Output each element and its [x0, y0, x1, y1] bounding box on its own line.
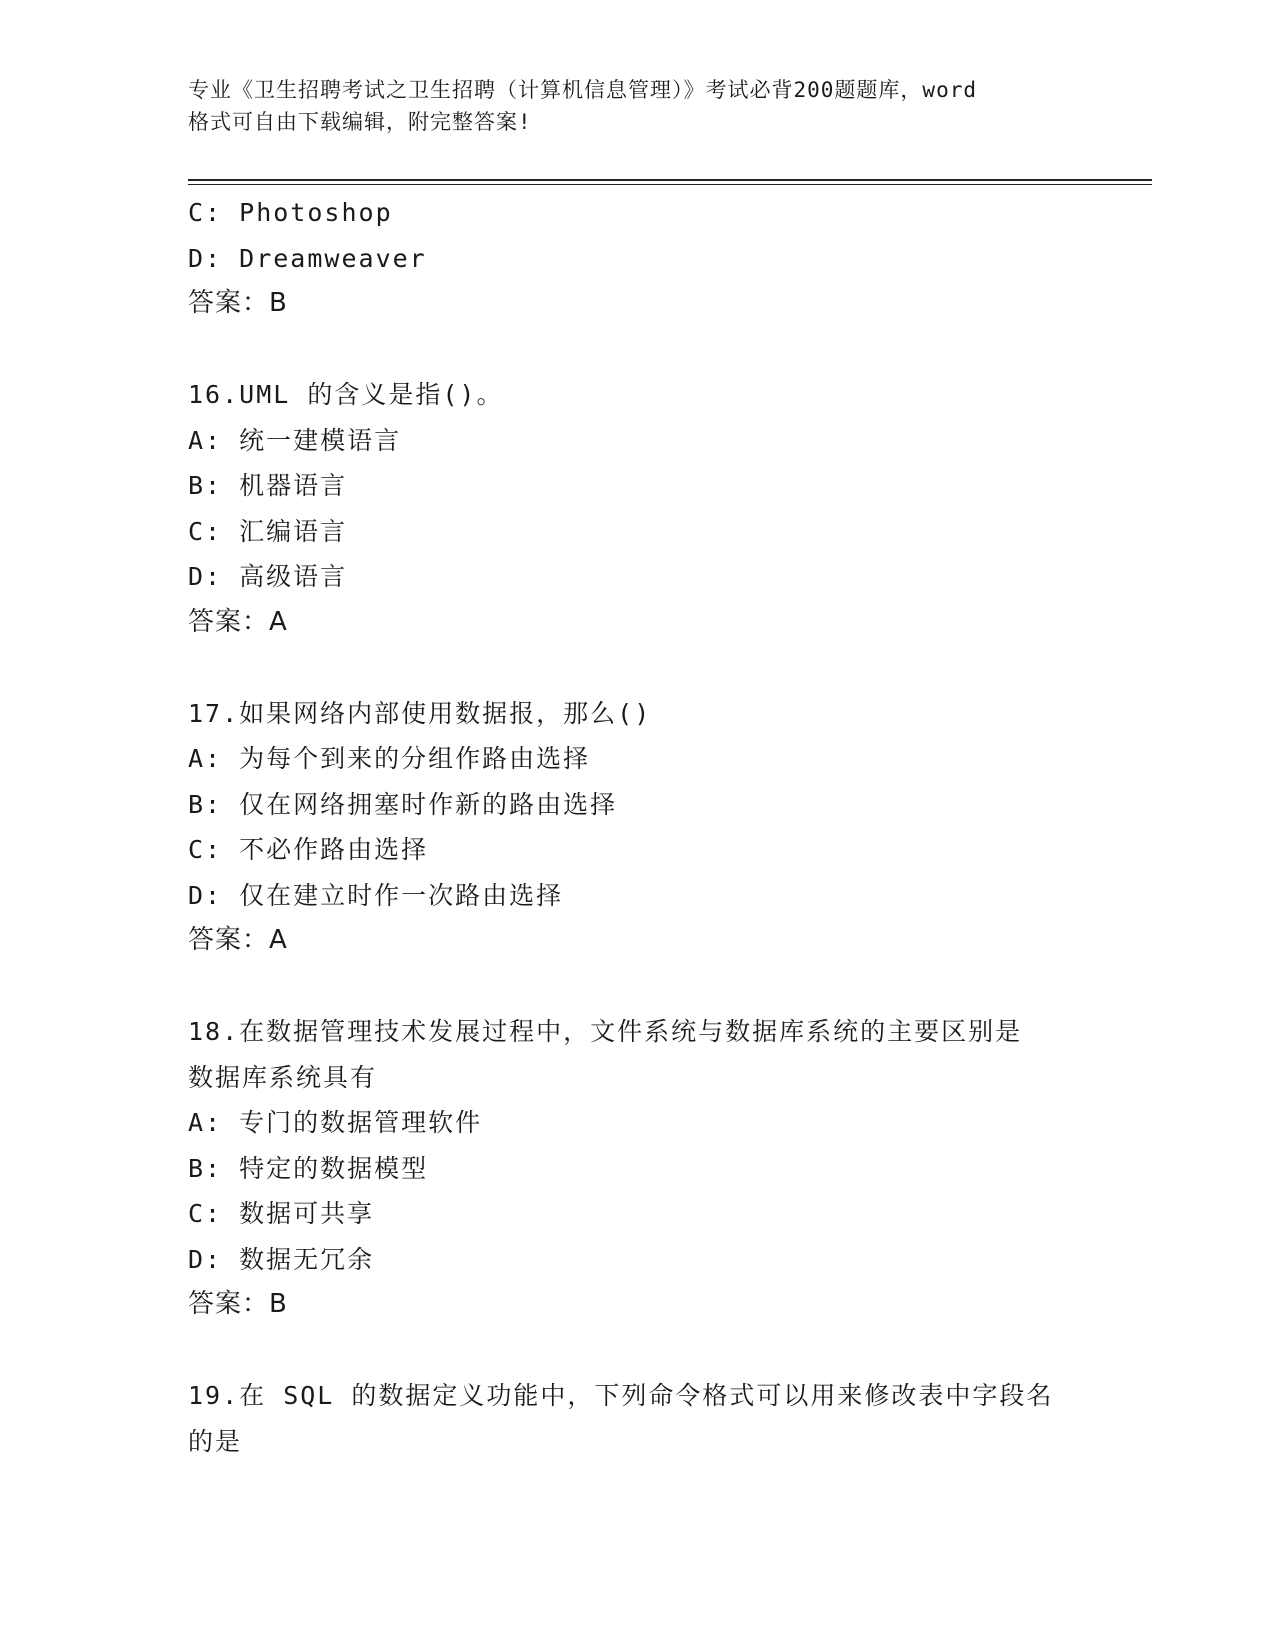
question-stem: 17.如果网络内部使用数据报，那么() [188, 698, 652, 728]
question-18 [188, 1009, 1078, 1328]
question-stem-line-2: 的是 [188, 1426, 243, 1456]
header-title-line-2: 格式可自由下载编辑，附完整答案! [188, 110, 532, 134]
option-d: D: 数据无冗余 [188, 1244, 375, 1274]
question-stem-line-2: 数据库系统具有 [188, 1062, 378, 1092]
header-divider-thick [188, 179, 1152, 181]
question-19 [188, 1373, 1078, 1464]
option-b: B: 机器语言 [188, 471, 348, 500]
option-c: C: Photoshop [188, 198, 393, 227]
option-c: C: 汇编语言 [188, 516, 348, 546]
spacer [188, 964, 1078, 1010]
option-c: C: 数据可共享 [188, 1199, 375, 1228]
spacer [188, 327, 1078, 373]
question-15-tail [188, 190, 1078, 327]
answer-line: 答案：A [188, 925, 288, 955]
question-16 [188, 372, 1078, 645]
question-stem-line-1: 19.在 SQL 的数据定义功能中，下列命令格式可以用来修改表中字段名 [188, 1381, 1054, 1410]
answer-line: 答案：B [188, 1289, 288, 1319]
question-list [188, 190, 1078, 1464]
option-a: A: 为每个到来的分组作路由选择 [188, 744, 591, 773]
header-title-line-1: 专业《卫生招聘考试之卫生招聘（计算机信息管理）》考试必背200题题库，word [188, 78, 977, 102]
question-stem-line-1: 18.在数据管理技术发展过程中，文件系统与数据库系统的主要区别是 [188, 1017, 1023, 1046]
page-header [188, 74, 1088, 138]
answer-line: 答案：B [188, 288, 288, 318]
option-a: A: 专门的数据管理软件 [188, 1108, 483, 1137]
option-d: D: Dreamweaver [188, 243, 427, 273]
spacer [188, 1328, 1078, 1374]
header-divider-thin [188, 184, 1152, 185]
option-b: B: 特定的数据模型 [188, 1153, 429, 1183]
question-stem: 16.UML 的含义是指()。 [188, 380, 504, 409]
option-a: A: 统一建模语言 [188, 425, 402, 455]
option-b: B: 仅在网络拥塞时作新的路由选择 [188, 789, 618, 819]
question-17 [188, 691, 1078, 964]
answer-line: 答案：A [188, 606, 288, 637]
spacer [188, 645, 1078, 691]
option-c: C: 不必作路由选择 [188, 835, 429, 864]
option-d: D: 高级语言 [188, 562, 348, 591]
option-d: D: 仅在建立时作一次路由选择 [188, 880, 564, 910]
